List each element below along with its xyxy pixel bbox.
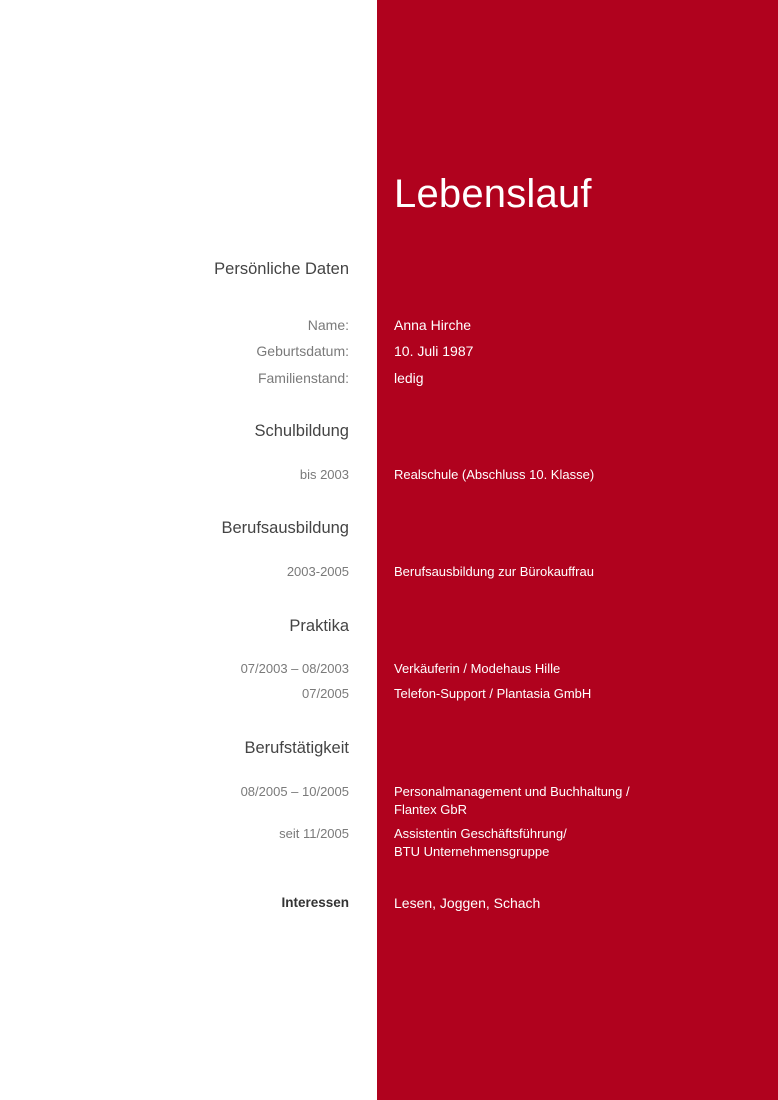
- value-employment-1-line1: Personalmanagement und Buchhaltung /: [394, 784, 630, 799]
- label-marital-status: Familienstand:: [257, 370, 349, 386]
- section-heading-training: Berufsausbildung: [221, 519, 349, 537]
- label-internship-1-date: 07/2003 – 08/2003: [240, 661, 349, 676]
- document-title: Lebenslauf: [394, 172, 592, 216]
- value-marital-status: ledig: [394, 370, 424, 386]
- value-training: Berufsausbildung zur Bürokauffrau: [394, 564, 594, 579]
- label-internship-2-date: 07/2005: [302, 686, 349, 701]
- label-school-date: bis 2003: [299, 467, 349, 482]
- value-employment-2-line2: BTU Unternehmensgruppe: [394, 844, 550, 859]
- section-heading-school: Schulbildung: [254, 422, 349, 440]
- value-school: Realschule (Abschluss 10. Klasse): [394, 467, 595, 482]
- label-training-date: 2003-2005: [286, 564, 349, 579]
- value-interests: Lesen, Joggen, Schach: [394, 895, 541, 911]
- section-heading-employment: Berufstätigkeit: [244, 739, 349, 757]
- value-name: Anna Hirche: [394, 317, 472, 333]
- value-employment-1: [394, 783, 630, 819]
- label-employment-1-date: 08/2005 – 10/2005: [240, 784, 349, 799]
- label-name: Name:: [307, 317, 349, 333]
- value-internship-1: Verkäuferin / Modehaus Hille: [394, 661, 561, 676]
- section-heading-internships: Praktika: [289, 617, 349, 635]
- accent-panel: [377, 0, 778, 1100]
- value-internship-2: Telefon-Support / Plantasia GmbH: [394, 686, 592, 701]
- label-interests: Interessen: [281, 895, 349, 910]
- value-employment-2-line1: Assistentin Geschäftsführung/: [394, 826, 567, 841]
- value-employment-2: [394, 825, 567, 861]
- section-heading-personal: Persönliche Daten: [214, 260, 349, 278]
- value-employment-1-line2: Flantex GbR: [394, 802, 467, 817]
- value-birthdate: 10. Juli 1987: [394, 343, 474, 359]
- label-birthdate: Geburtsdatum:: [256, 343, 349, 359]
- label-employment-2-date: seit 11/2005: [279, 826, 349, 841]
